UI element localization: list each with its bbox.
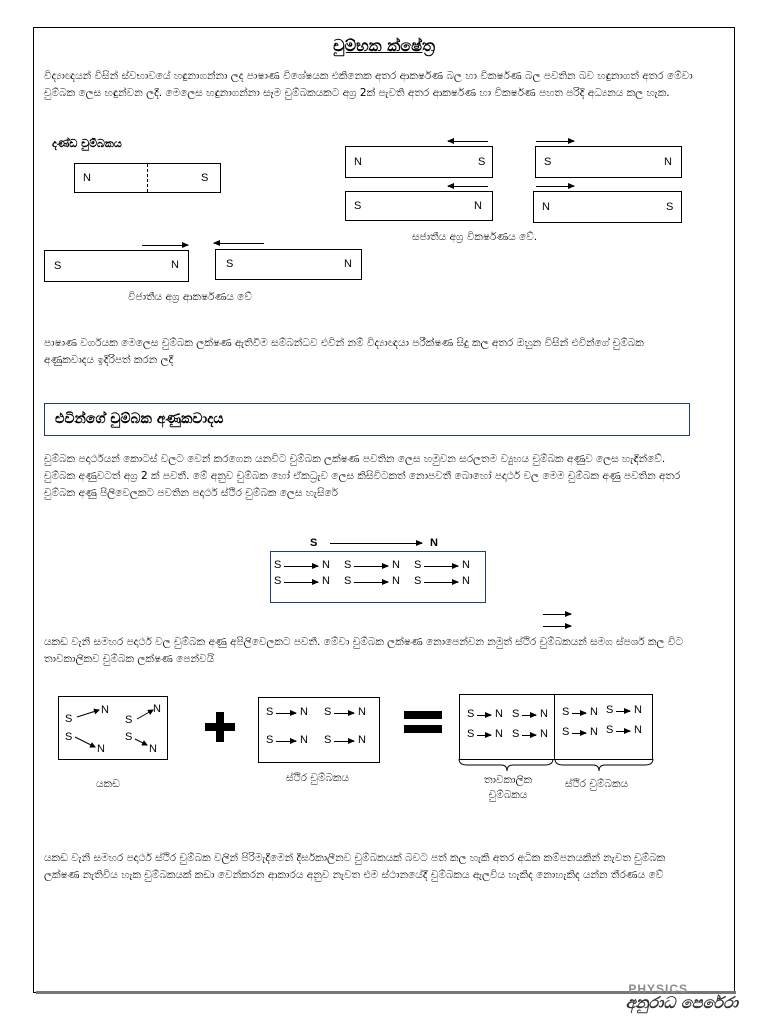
south-pole-label: S [467, 708, 475, 720]
brand-sinhala: අනුරාධ පෙරේරා [625, 993, 738, 1012]
north-pole-label: N [358, 734, 366, 746]
magnet-divider [147, 164, 148, 192]
south-pole-label: S [512, 728, 520, 740]
south-pole-label: S [606, 704, 614, 716]
theory-paragraph: චුම්බක පදාර්ථයන් කොටස් වලට වෙන් කරගෙන යනවිට චුම්බක ලක්ෂණ පවතින ලෙස හමුවන සරලතම ව්‍යුහය චුම්බක අණුව ලෙස හැඳින්වේ. චුම්බක අණුවටත් අග්‍ර 2 ක් පවතී. මේ අනුව චුම්බක හෝ ඒකධ්‍රැව ලෙස කිසිවිටකත් නොපවතී බොහෝ පදාර්ථ වල මෙම චුම්බක අණු පවතින අතර චුම්බක අණු පිලිවෙලකට පවතින පදාර්ථ ස්ථිර චුම්බක ලෙස හැසිරේ [44, 453, 681, 499]
south-pole-label: S [324, 734, 332, 746]
south-pole-label: S [562, 726, 570, 738]
north-pole-label: N [634, 724, 642, 736]
right-arrow [142, 245, 188, 246]
north-pole-label: N [430, 537, 438, 549]
right-arrow [522, 735, 536, 736]
north-pole-label: N [462, 575, 470, 587]
temporary-magnet-label: තාවකාලික චුම්බකය [483, 774, 533, 801]
unlike-poles-caption: විජාතීය අග්‍ර ආකර්ෂණය වේ [128, 291, 252, 303]
left-arrow [448, 186, 488, 187]
north-pole-label: N [322, 575, 330, 587]
iron-paragraph: යකඩ වැනි සමහර පදාර්ථ වල චුම්බක අණු අපිලිවෙලකට පවතී. මේවා චුම්බක ලක්ෂණ නොපෙන්වන නමුත් ස්ථිර චුම්බකයන් සමග ස්පර්ශ කල විට තාවකාලිකව චුම්බක ලක්ෂණ පෙන්වයි [44, 636, 683, 665]
right-arrow [543, 626, 571, 627]
equals-sign-bottom [404, 725, 442, 733]
south-pole-label: S [310, 537, 318, 549]
right-arrow [284, 566, 318, 567]
south-pole-label: S [54, 260, 62, 272]
south-pole-label: S [478, 156, 486, 168]
left-arrow [214, 243, 264, 244]
south-pole-label: S [467, 728, 475, 740]
south-pole-label: S [666, 201, 674, 213]
permanent-magnet-label: ස්ථිර චුම්බකය [286, 772, 350, 784]
magnet-ns-top [345, 146, 493, 178]
south-pole-label: S [65, 731, 73, 743]
right-arrow [477, 735, 491, 736]
south-pole-label: S [266, 706, 274, 718]
right-arrow [616, 711, 630, 712]
iron-label: යකඩ [96, 778, 120, 790]
magnet-sn-left [44, 250, 189, 282]
north-pole-label: N [300, 734, 308, 746]
north-pole-label: N [590, 706, 598, 718]
permanent-magnet-label-right: ස්ථිර චුම්බකය [565, 778, 629, 790]
iron-box [58, 696, 168, 760]
south-pole-label: S [125, 714, 133, 726]
like-poles-caption: සජාතීය අග්‍ර විකර්ෂණය වේ. [412, 231, 538, 243]
south-pole-label: S [344, 575, 352, 587]
combined-magnet-box [459, 694, 653, 760]
plus-sign [205, 712, 235, 742]
south-pole-label: S [266, 734, 274, 746]
north-pole-label: N [392, 559, 400, 571]
right-arrow [572, 713, 586, 714]
right-arrow [572, 733, 586, 734]
right-arrow [543, 614, 571, 615]
page-title: චුම්භක ක්ෂේත්‍ර [333, 36, 435, 55]
right-arrow [284, 582, 318, 583]
north-pole-label: N [634, 704, 642, 716]
south-pole-label: S [414, 575, 422, 587]
north-pole-label: N [540, 728, 548, 740]
right-arrow [354, 566, 388, 567]
south-pole-label: S [344, 559, 352, 571]
right-arrow [616, 731, 630, 732]
intro-paragraph: විද්‍යාඥයන් විසින් ස්වභාවයේ හඳුනාගන්නා ලද පාෂාණ විශේෂයක එකිනෙක අතර ආකර්ෂණ බල හා විකර්ෂණ බල පවතින බව හඳුනාගත් අතර මේවා චුම්බක ලෙස හඳුන්වන ලදී. මෙලෙස හඳුනාගන්නා සෑම චුම්බකයකට අග්‍ර 2ක් පැවති අතර ආකර්ෂණ හා විකර්ෂණ පහත පරිදි අධ්‍යනය කල හැක. [44, 70, 693, 99]
north-pole-label: N [462, 559, 470, 571]
magnet-sn-top [535, 146, 682, 178]
south-pole-label: S [125, 731, 133, 743]
right-arrow [424, 582, 458, 583]
south-pole-label: S [354, 200, 362, 212]
north-pole-label: N [540, 708, 548, 720]
north-pole-label: N [153, 703, 161, 715]
magnet-sn-right [215, 249, 362, 280]
brace-lines [457, 757, 657, 773]
south-pole-label: S [65, 713, 73, 725]
north-pole-label: N [542, 201, 550, 213]
north-pole-label: N [83, 172, 91, 184]
south-pole-label: S [201, 172, 209, 184]
right-arrow [276, 713, 296, 714]
north-pole-label: N [664, 156, 672, 168]
magnet-ns-bottom [533, 191, 682, 223]
right-arrow [354, 582, 388, 583]
section-heading: එවින්ගේ චුම්බක අණුකවාදය [44, 403, 690, 436]
left-arrow [448, 141, 488, 142]
north-pole-label: N [322, 559, 330, 571]
north-pole-label: N [495, 708, 503, 720]
north-pole-label: N [354, 156, 362, 168]
north-pole-label: N [474, 200, 482, 212]
north-pole-label: N [590, 726, 598, 738]
south-pole-label: S [544, 156, 552, 168]
bar-magnet [74, 163, 221, 193]
right-arrow [330, 543, 422, 544]
south-pole-label: S [606, 724, 614, 736]
north-pole-label: N [495, 728, 503, 740]
right-arrow [334, 713, 354, 714]
right-arrow [477, 715, 491, 716]
right-arrow [424, 566, 458, 567]
bar-magnet-label: දණ්ඩ චුම්බකය [52, 137, 122, 150]
south-pole-label: S [324, 706, 332, 718]
south-pole-label: S [274, 575, 282, 587]
north-pole-label: N [149, 743, 157, 755]
south-pole-label: S [274, 559, 282, 571]
south-pole-label: S [414, 559, 422, 571]
equals-sign-top [404, 711, 442, 719]
north-pole-label: N [358, 706, 366, 718]
permanent-magnet-box [270, 551, 486, 603]
final-paragraph: යකඩ වැනි සමහර පදාර්ථ ස්ථිර චුම්බක වලින් පිරිමැදීමෙන් දීර්ඝකාලීනව චුම්බකයක් බවට පත් කල හැකි අතර අධික කම්පනයකින් නැවත චුම්බක ලක්ෂණ නැතිවිය හැක චුම්බකයක් කඩා වෙන්කරන ආකාරය අනුව නැවත එම ස්ථානයේදී චුම්බකය ඇලවිය හැකිද නොහැකිද යන්න තීරණය වේ [44, 852, 666, 881]
north-pole-label: N [97, 743, 105, 755]
north-pole-label: N [300, 706, 308, 718]
right-arrow [536, 141, 574, 142]
right-arrow [334, 741, 354, 742]
right-arrow [536, 186, 574, 187]
combined-divider [554, 695, 555, 759]
right-arrow [276, 741, 296, 742]
north-pole-label: N [101, 704, 109, 716]
north-pole-label: N [344, 258, 352, 270]
north-pole-label: N [171, 259, 179, 271]
right-arrow [522, 715, 536, 716]
magnet-sn-bottom [345, 191, 493, 221]
brand-english: PHYSICS [628, 982, 688, 996]
south-pole-label: S [562, 706, 570, 718]
north-pole-label: N [392, 575, 400, 587]
south-pole-label: S [226, 258, 234, 270]
south-pole-label: S [512, 708, 520, 720]
mid-paragraph: පාෂාණ වර්ගයක මෙලෙස චුම්බක ලක්ෂණ ඇතිවීම සම්බන්ධව එවින් නම් විද්‍යාඥයා පරීක්ෂණ සිදු කල අතර ඔහුන විසින් එවින්ගේ චුම්බක අණුකවාදය ඉදිරිපත් කරන ලදී [44, 337, 644, 366]
